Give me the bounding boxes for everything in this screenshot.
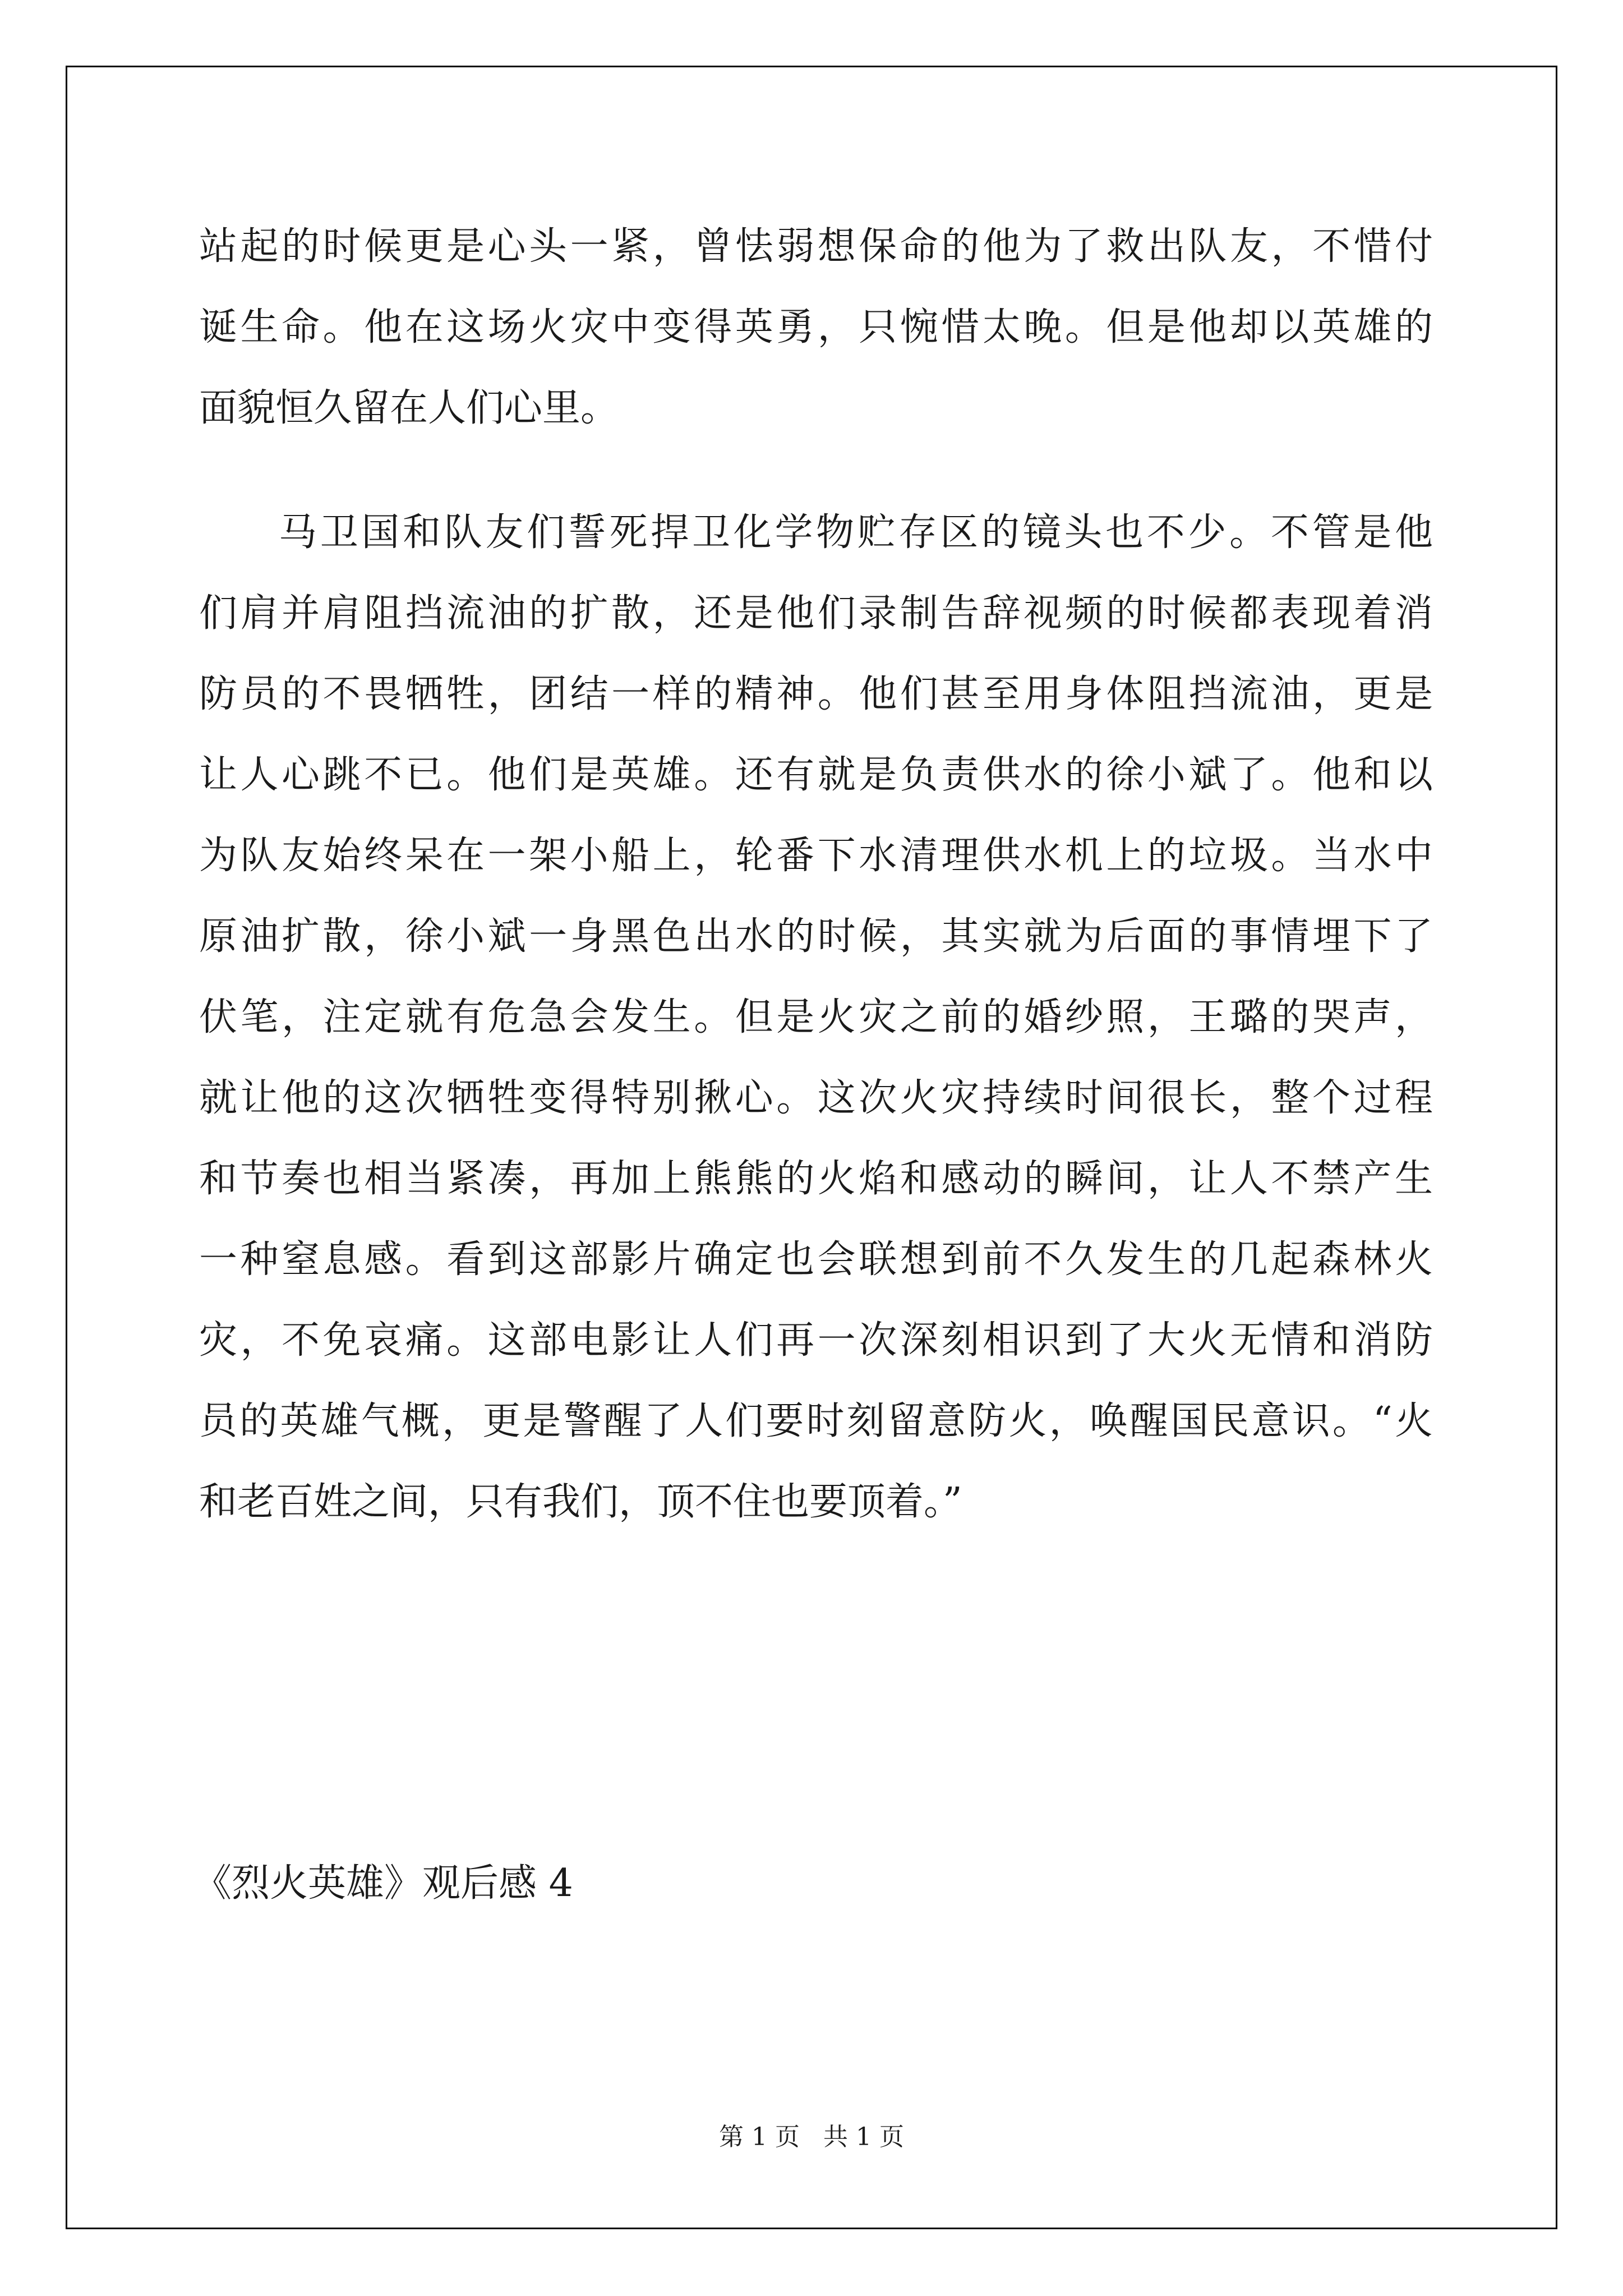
text-line: 原油扩散，徐小斌一身黑色出水的时候，其实就为后面的事情埋下了 bbox=[199, 914, 1433, 959]
text-line: 和老百姓之间，只有我们，顶不住也要顶着。” bbox=[199, 1480, 962, 1524]
text-line: 灾，不免哀痛。这部电影让人们再一次深刻相识到了大火无情和消防 bbox=[199, 1318, 1433, 1363]
text-line: 让人心跳不已。他们是英雄。还有就是负责供水的徐小斌了。他和以 bbox=[199, 753, 1433, 797]
text-line: 站起的时候更是心头一紧，曾怯弱想保命的他为了救出队友，不惜付 bbox=[199, 224, 1433, 269]
text-line: 一种窒息感。看到这部影片确定也会联想到前不久发生的几起森林火 bbox=[199, 1237, 1433, 1282]
document-body bbox=[199, 206, 1433, 1543]
text-line: 防员的不畏牺牲，团结一样的精神。他们甚至用身体阻挡流油，更是 bbox=[199, 672, 1433, 716]
section-heading: 《烈火英雄》观后感 4 bbox=[193, 1861, 573, 1906]
page-total: 共 1 页 bbox=[823, 2123, 904, 2151]
text-line: 为队友始终呆在一架小船上，轮番下水清理供水机上的垃圾。当水中 bbox=[199, 834, 1433, 878]
text-line: 员的英雄气概，更是警醒了人们要时刻留意防火，唤醒国民意识。“火 bbox=[199, 1399, 1433, 1443]
page-number: 第 1 页 bbox=[719, 2123, 800, 2151]
text-line: 诞生命。他在这场火灾中变得英勇，只惋惜太晚。但是他却以英雄的 bbox=[199, 305, 1433, 349]
text-line: 就让他的这次牺牲变得特别揪心。这次火灾持续时间很长，整个过程 bbox=[199, 1076, 1433, 1120]
paragraph-gap bbox=[199, 449, 1433, 493]
text-line: 和节奏也相当紧凑，再加上熊熊的火焰和感动的瞬间，让人不禁产生 bbox=[199, 1157, 1433, 1201]
text-line: 们肩并肩阻挡流油的扩散，还是他们录制告辞视频的时候都表现着消 bbox=[199, 591, 1433, 636]
text-line: 马卫国和队友们誓死捍卫化学物贮存区的镜头也不少。不管是他 bbox=[279, 510, 1433, 555]
page-footer bbox=[0, 2120, 1623, 2154]
text-line: 面貌恒久留在人们心里。 bbox=[199, 386, 619, 430]
text-line: 伏笔，注定就有危急会发生。但是火灾之前的婚纱照，王璐的哭声， bbox=[199, 995, 1433, 1039]
